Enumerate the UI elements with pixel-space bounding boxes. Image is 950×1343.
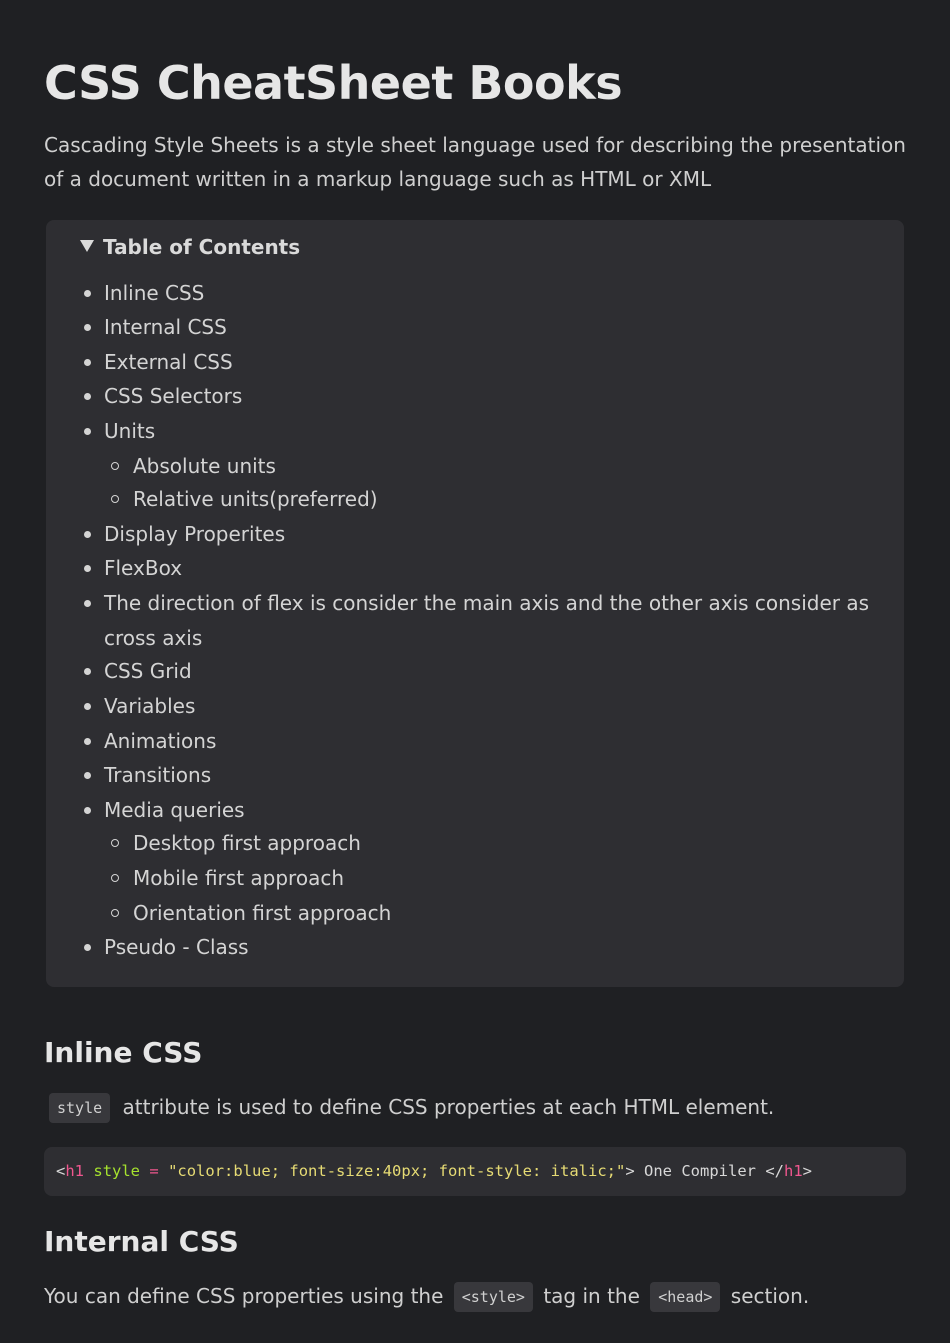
bullet-icon bbox=[84, 531, 91, 538]
bullet-icon bbox=[84, 565, 91, 572]
bullet-icon bbox=[84, 290, 91, 297]
bullet-icon bbox=[84, 738, 91, 745]
toc-link[interactable]: Internal CSS bbox=[104, 310, 227, 344]
toc-link[interactable]: The direction of flex is consider the main axis and the other axis consider as bbox=[104, 586, 869, 620]
toc-sublink[interactable]: Desktop first approach bbox=[133, 826, 361, 860]
toc-link[interactable]: CSS Selectors bbox=[104, 379, 242, 413]
bullet-icon bbox=[84, 428, 91, 435]
page-title: CSS CheatSheet Books bbox=[44, 56, 623, 110]
toc-summary-toggle[interactable] bbox=[80, 232, 300, 262]
toc-link[interactable]: External CSS bbox=[104, 345, 233, 379]
bullet-icon bbox=[84, 324, 91, 331]
bullet-icon bbox=[84, 359, 91, 366]
bullet-icon bbox=[84, 944, 91, 951]
toc-link[interactable]: Display Properites bbox=[104, 517, 285, 551]
internal-css-text-middle: tag in the bbox=[543, 1284, 640, 1308]
table-of-contents bbox=[46, 220, 904, 987]
inline-css-paragraph bbox=[44, 1090, 774, 1124]
toc-link[interactable]: Variables bbox=[104, 689, 195, 723]
bullet-icon bbox=[84, 772, 91, 779]
toc-link[interactable]: CSS Grid bbox=[104, 654, 192, 688]
inline-css-text: attribute is used to define CSS properties at each HTML element. bbox=[122, 1095, 775, 1119]
toc-link[interactable]: Media queries bbox=[104, 793, 245, 827]
toc-link[interactable]: Animations bbox=[104, 724, 216, 758]
intro-paragraph: Cascading Style Sheets is a style sheet language used for describing the presentation of a document written in a markup language such as HTML or XML bbox=[44, 133, 906, 191]
section-heading-internal-css: Internal CSS bbox=[44, 1225, 239, 1258]
bullet-icon bbox=[84, 668, 91, 675]
circle-bullet-icon bbox=[111, 495, 119, 503]
circle-bullet-icon bbox=[111, 462, 119, 470]
toc-sublink[interactable]: Relative units(preferred) bbox=[133, 482, 378, 516]
toc-summary-label: Table of Contents bbox=[103, 235, 301, 259]
toc-link[interactable]: Inline CSS bbox=[104, 276, 204, 310]
toc-link[interactable]: Transitions bbox=[104, 758, 211, 792]
inline-code-style-tag: <style> bbox=[454, 1282, 533, 1312]
circle-bullet-icon bbox=[111, 874, 119, 882]
toc-sublink[interactable]: Mobile first approach bbox=[133, 861, 344, 895]
toc-link-continuation[interactable]: cross axis bbox=[104, 626, 203, 650]
toc-sublink[interactable]: Absolute units bbox=[133, 449, 276, 483]
toc-link[interactable]: FlexBox bbox=[104, 551, 182, 585]
bullet-icon bbox=[84, 600, 91, 607]
bullet-icon bbox=[84, 393, 91, 400]
toc-link[interactable]: Units bbox=[104, 414, 155, 448]
bullet-icon bbox=[84, 807, 91, 814]
internal-css-text-after: section. bbox=[730, 1284, 810, 1308]
bullet-icon bbox=[84, 703, 91, 710]
circle-bullet-icon bbox=[111, 839, 119, 847]
toc-link[interactable]: Pseudo - Class bbox=[104, 930, 249, 964]
internal-css-text-before: You can define CSS properties using the bbox=[44, 1284, 444, 1308]
code-block-inline-css[interactable]: <h1 style = "color:blue; font-size:40px; font-style: italic;"> One Compiler </h1> bbox=[44, 1147, 906, 1196]
disclosure-triangle-icon bbox=[80, 240, 94, 252]
inline-code-head-tag: <head> bbox=[650, 1282, 720, 1312]
internal-css-paragraph bbox=[44, 1279, 809, 1313]
toc-sublink[interactable]: Orientation first approach bbox=[133, 896, 391, 930]
section-heading-inline-css: Inline CSS bbox=[44, 1036, 203, 1069]
circle-bullet-icon bbox=[111, 909, 119, 917]
inline-code-style: style bbox=[49, 1093, 110, 1123]
